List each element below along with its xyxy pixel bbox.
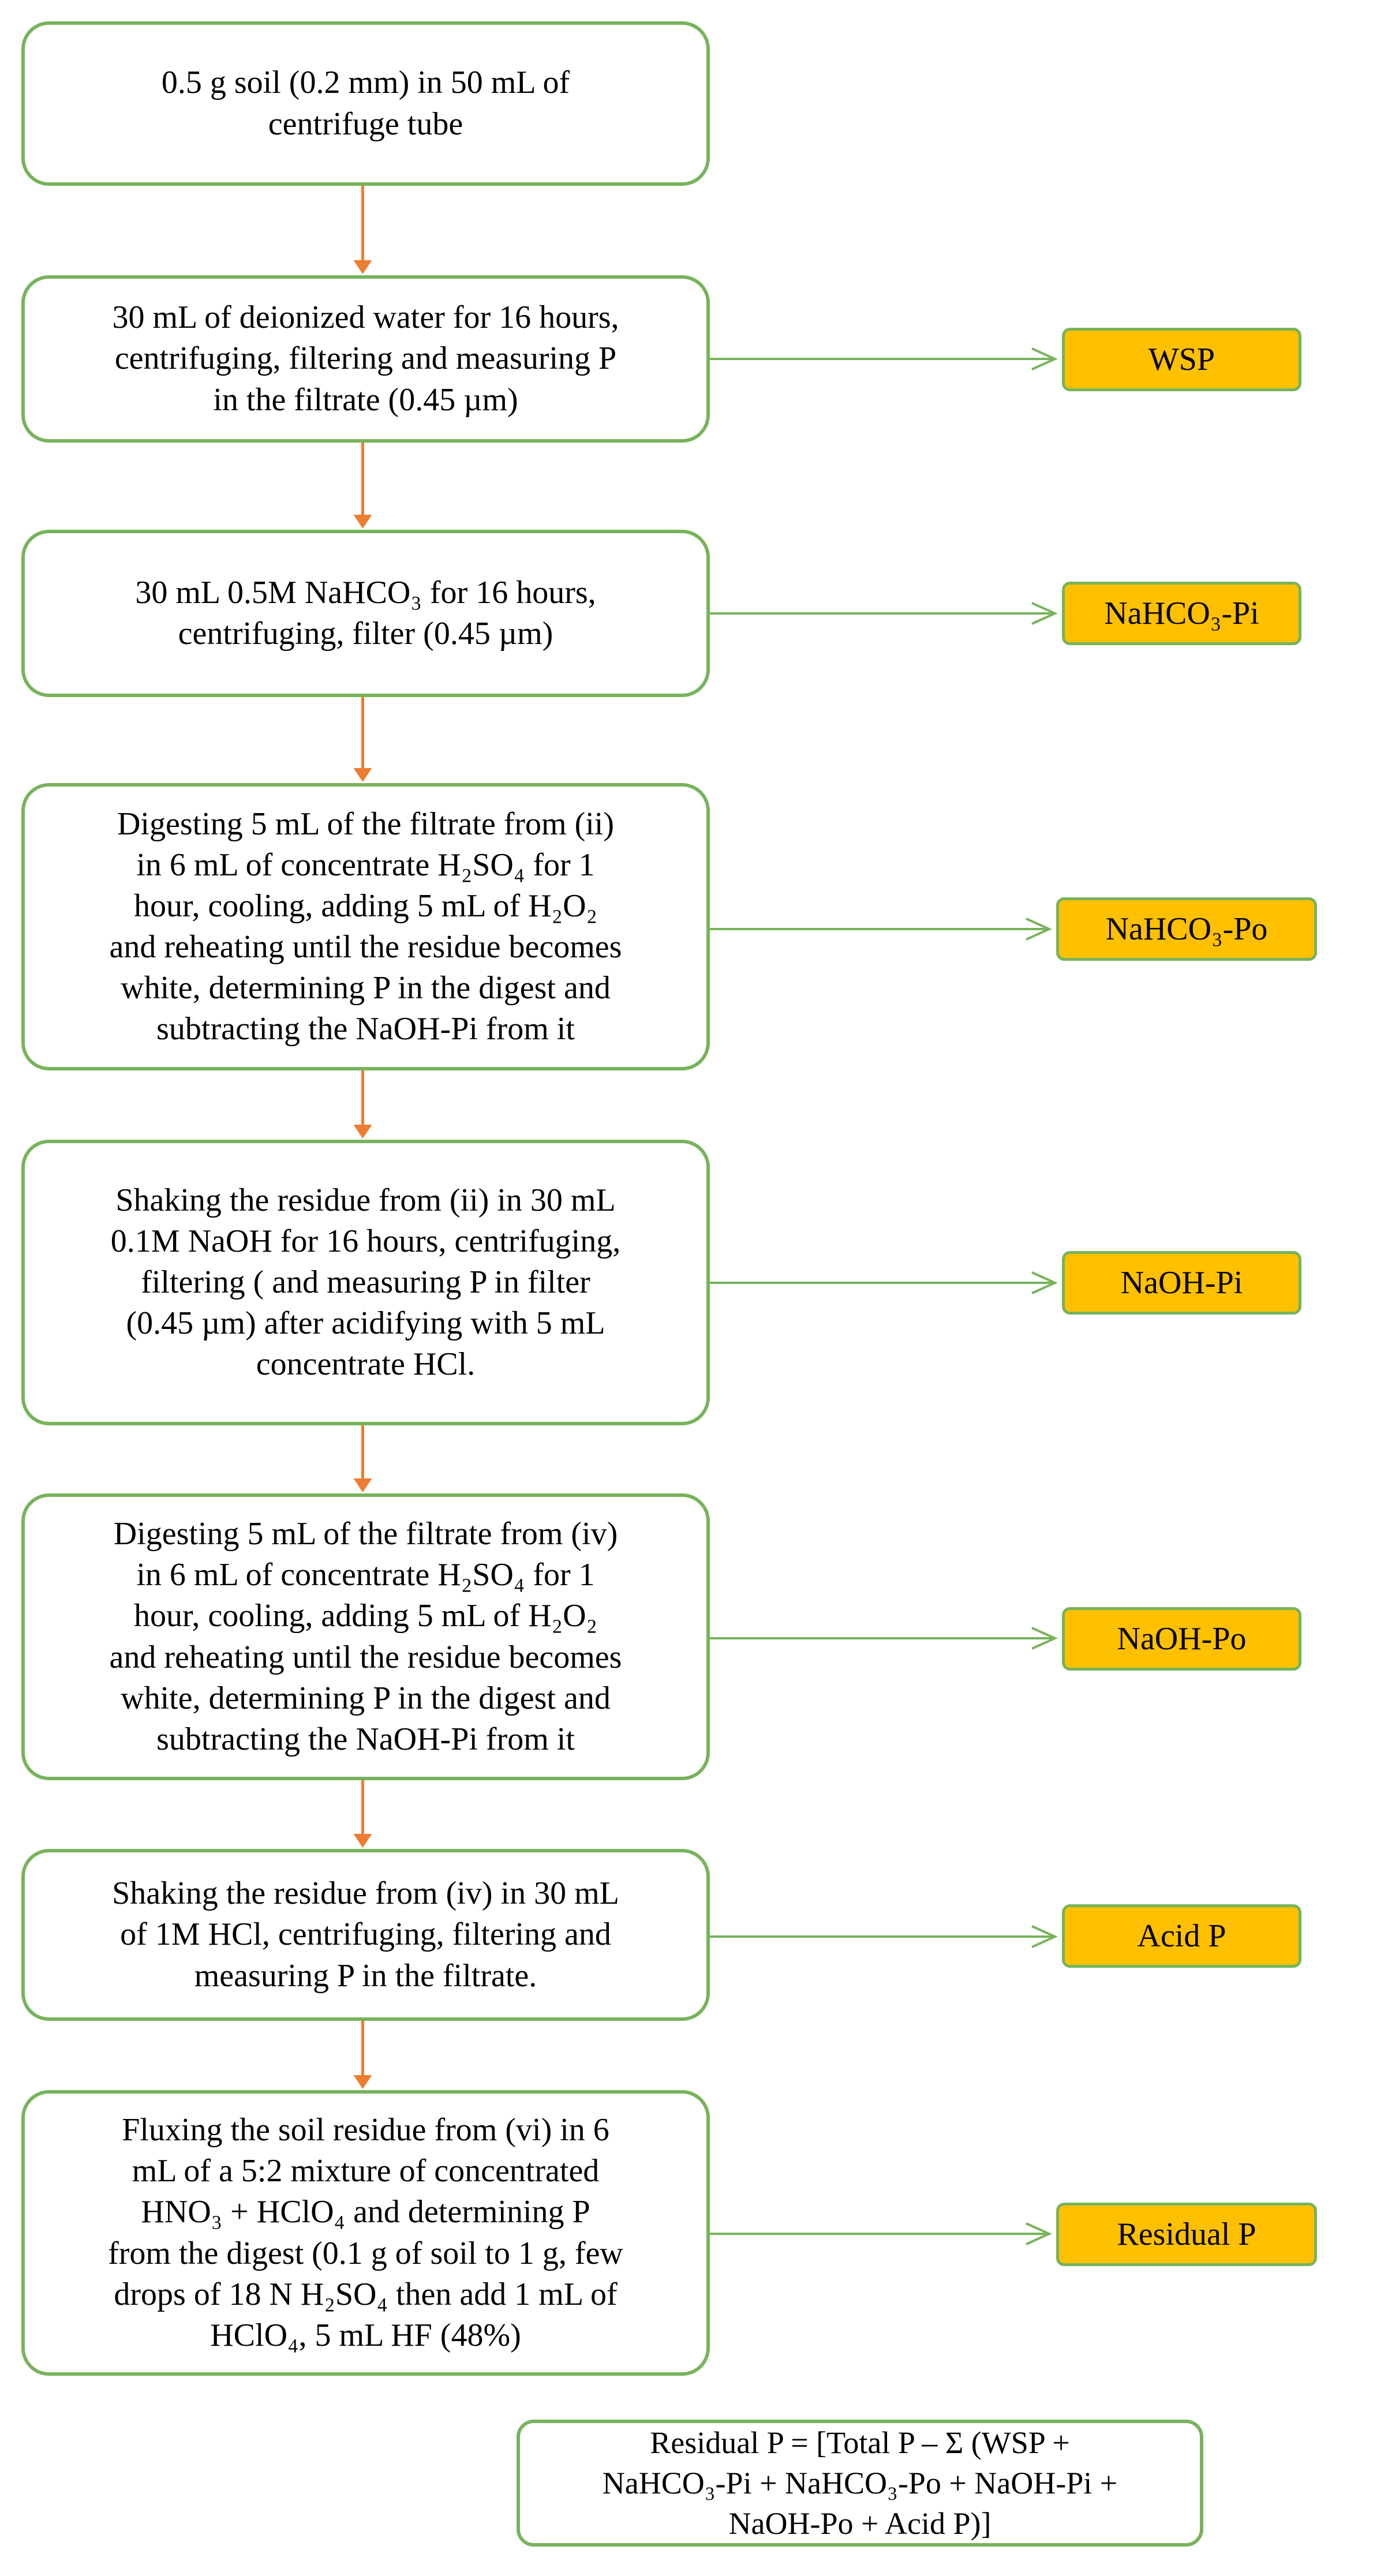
step-text-line: of 1M HCl, centrifuging, filtering and (120, 1916, 611, 1953)
step-text-line: centrifuging, filter (0.45 µm) (178, 616, 553, 652)
step-box-6 (21, 1493, 710, 1780)
step-box-4 (21, 783, 710, 1070)
step-text-line: Shaking the residue from (ii) in 30 mL (115, 1182, 616, 1218)
step-text-line: subtracting the NaOH-Pi from it (156, 1011, 575, 1047)
residual-formula-box (517, 2420, 1203, 2547)
step-text-line: and reheating until the residue becomes (109, 1639, 622, 1675)
formula-text-line: NaOH-Po + Acid P)] (728, 2506, 992, 2541)
flow-arrow-head (354, 1125, 372, 1139)
step-text-line: 30 mL of deionized water for 16 hours, (112, 299, 619, 336)
formula-text-line: NaHCO₃-Pi + NaHCO₃-Po + NaOH-Pi + (602, 2465, 1118, 2500)
step-box-1 (21, 21, 710, 186)
step-box-5 (21, 1140, 710, 1425)
step-text-line: drops of 18 N H₂SO₄ then add 1 mL of (114, 2276, 618, 2312)
step-text-line: 0.1M NaOH for 16 hours, centrifuging, (110, 1223, 621, 1259)
step-text-line: hour, cooling, adding 5 mL of H₂O₂ (133, 888, 598, 924)
result-box-acid-p: Acid P (1062, 1904, 1301, 1968)
step-box-7 (21, 1849, 710, 2021)
step-text-line: Fluxing the soil residue from (vi) in 6 (122, 2112, 609, 2148)
step-text-line: Shaking the residue from (iv) in 30 mL (112, 1875, 619, 1912)
step-text-line: centrifuging, filtering and measuring P (114, 340, 617, 377)
step-box-2 (21, 275, 710, 443)
flow-arrow-head (354, 260, 372, 274)
step-text-line: white, determining P in the digest and (121, 970, 611, 1006)
step-text-line: subtracting the NaOH-Pi from it (156, 1721, 575, 1757)
step-box-3 (21, 530, 710, 697)
flow-arrow-head (354, 515, 372, 529)
step-text-line: HNO₃ + HClO₄ and determining P (141, 2194, 590, 2230)
step-text-line: hour, cooling, adding 5 mL of H₂O₂ (133, 1598, 598, 1634)
result-box-nahco-po: NaHCO₃-Po (1056, 897, 1317, 961)
result-box-naoh-po: NaOH-Po (1062, 1607, 1301, 1671)
flow-arrow-head (354, 2075, 372, 2089)
step-text-line: mL of a 5:2 mixture of concentrated (132, 2153, 600, 2189)
step-text-line: white, determining P in the digest and (121, 1680, 611, 1716)
step-text-line: measuring P in the filtrate. (194, 1957, 537, 1994)
step-text-line: 0.5 g soil (0.2 mm) in 50 mL of (161, 65, 570, 101)
step-text-line: Digesting 5 mL of the filtrate from (ii) (117, 806, 615, 842)
step-text-line: centrifuge tube (268, 106, 463, 142)
step-text-line: HClO₄, 5 mL HF (48%) (210, 2317, 521, 2353)
step-text-line: (0.45 µm) after acidifying with 5 mL (126, 1305, 605, 1342)
step-text-line: Digesting 5 mL of the filtrate from (iv) (113, 1516, 618, 1552)
step-text-line: in the filtrate (0.45 µm) (213, 381, 518, 418)
result-box-nahco-pi: NaHCO₃-Pi (1062, 582, 1301, 645)
step-text-line: and reheating until the residue becomes (109, 929, 622, 965)
result-box-naoh-pi: NaOH-Pi (1062, 1251, 1301, 1315)
flow-arrow-head (354, 1478, 372, 1492)
vertical-arrows (354, 186, 372, 2089)
result-box-wsp: WSP (1062, 328, 1301, 391)
step-text-line: in 6 mL of concentrate H₂SO₄ for 1 (136, 847, 595, 883)
flow-arrow-head (354, 768, 372, 782)
step-text-line: in 6 mL of concentrate H₂SO₄ for 1 (136, 1557, 595, 1593)
result-box-residual-p: Residual P (1056, 2203, 1317, 2266)
step-text-line: concentrate HCl. (256, 1346, 476, 1383)
step-box-8 (21, 2090, 710, 2376)
step-text-line: 30 mL 0.5M NaHCO₃ for 16 hours, (135, 574, 596, 611)
flow-arrow-head (354, 1834, 372, 1848)
step-text-line: filtering ( and measuring P in filter (141, 1264, 590, 1300)
horizontal-arrows (710, 349, 1055, 2244)
formula-text-line: Residual P = [Total P – Σ (WSP + (650, 2425, 1070, 2460)
step-text-line: from the digest (0.1 g of soil to 1 g, few (108, 2235, 623, 2271)
